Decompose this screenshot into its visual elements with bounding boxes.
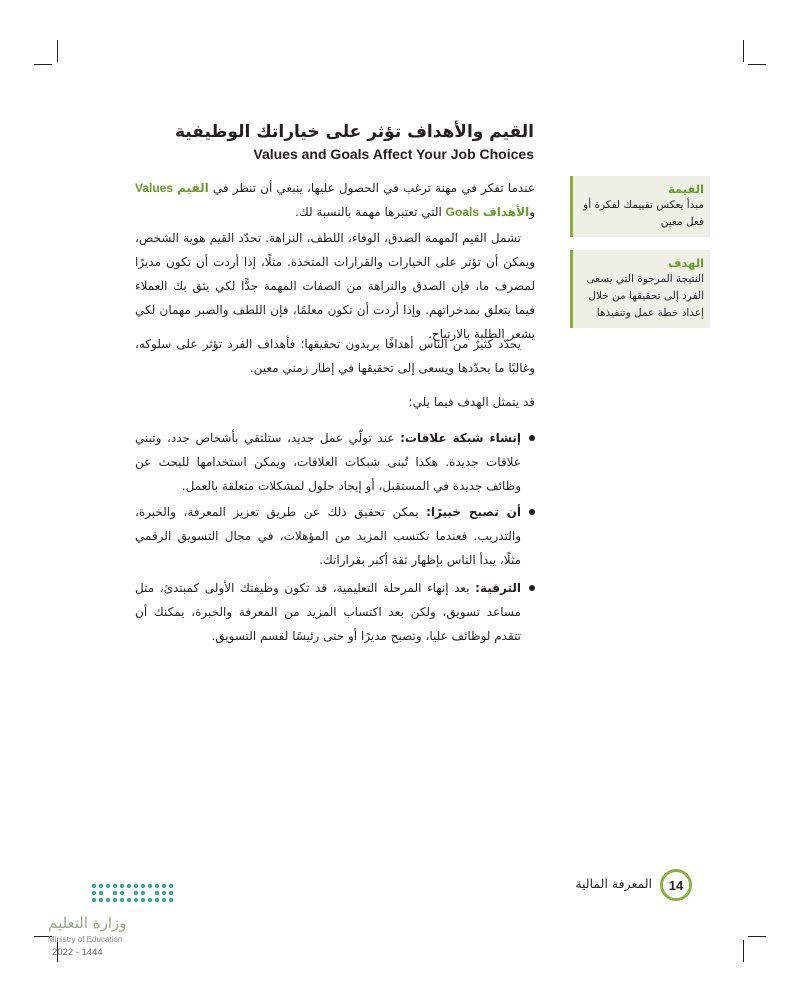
section-title-arabic: القيم والأهداف تؤثر على خياراتك الوظيفية <box>174 122 534 142</box>
crop-mark <box>34 64 52 65</box>
term-values-arabic: القيم <box>177 181 209 195</box>
definition-term: الهدف <box>668 256 704 270</box>
term-values-english: Values <box>135 181 174 195</box>
list-item <box>135 576 535 648</box>
definition-box-value <box>570 176 710 237</box>
ministry-name-arabic: وزارة التعليم <box>48 914 127 932</box>
list-item-text: عند تولّي عمل جديد، ستلتقي بأشخاص جدد، وتبني علاقات جديدة. هكذا تُبنى شبكات العلاقات، ويمكن استخدامها للبحث عن وظائف جديدة في المستقبل، أو إيجاد حلول لمشكلات متعلقة بالعمل. <box>135 431 521 493</box>
list-item-text: بعد إنهاء المرحلة التعليمية، قد تكون وظيفتك الأولى كمبتدئ، مثل مساعد تسويق، ولكن بعد اكتساب المزيد من المعرفة والخبرة، يمكنك أن تتقدم لوظائف عليا، وتصبح مديرًا أو حتى رئيسًا لقسم التسويق. <box>135 581 521 643</box>
bullet-dot <box>529 585 535 591</box>
crop-mark <box>743 40 744 62</box>
bullet-dot <box>529 435 535 441</box>
book-title: المعرفة المالية <box>575 876 652 891</box>
definition-term: القيمة <box>668 182 704 196</box>
list-item-text: يمكن تحقيق ذلك عن طريق تعزيز المعرفة، والخبرة، والتدريب. فعندما تكتسب المزيد من المؤهلات، في مجال التسويق الرقمي مثلًا، يبدأ الناس بإظهار ثقة أكبر بقراراتك. <box>135 505 521 567</box>
list-item <box>135 426 535 498</box>
ministry-logo-icon <box>48 880 178 912</box>
list-item-title: أن تصبح خبيرًا: <box>426 505 521 519</box>
intro-paragraph: عندما تفكر في مهنة ترغب في الحصول عليها، ينبغي أن تنظر في القيم Values والأهداف Goals التي تعتبرها مهمة بالنسبة لك. <box>135 181 535 219</box>
crop-mark <box>57 40 58 62</box>
term-goals-english: Goals <box>445 205 480 219</box>
page-number: 14 <box>660 869 692 901</box>
edition-year: 2022 - 1444 <box>52 947 103 958</box>
crop-mark <box>748 64 766 65</box>
values-paragraph: تشمل القيم المهمة الصدق، الوفاء، اللطف، النزاهة. تحدّد القيم هوية الشخص، ويمكن أن تؤثر على الخيارات والقرارات المتخذة. مثلًا، إذا أردت أن تكون مديرًا لمصرف ما، فإن الصدق والنزاهة من الصفات المهمة جدًّا لكي يثق بك العملاء فيما يتعلق بمدخراتهم. وإذا أردت أن تكون معلمًا، فإن اللطف والصبر مهمان لكي يشعر الطلبة بالارتياح. <box>135 231 535 341</box>
bullet-dot <box>529 509 535 515</box>
definition-text: مبدأ يعكس تقييمك لفكرة أو فعل معين <box>583 199 704 228</box>
list-item <box>135 500 535 572</box>
term-goals-arabic: الأهداف <box>482 205 530 219</box>
goal-list-intro: قد يتمثل الهدف فيما يلي: <box>408 395 535 409</box>
section-title-english: Values and Goals Affect Your Job Choices <box>253 146 534 162</box>
list-item-title: إنشاء شبكة علاقات: <box>400 431 522 445</box>
goals-paragraph: يحدّد كثيرٌ من الناس أهدافًا يريدون تحقيقها؛ فأهداف الفرد تؤثر على سلوكه، وغالبًا ما يحدّدها ويسعى إلى تحقيقها في إطار زمني معين. <box>135 337 535 375</box>
definition-text: النتيجة المرجوة التي يسعى الفرد إلى تحقيقها من خلال إعداد خطة عمل وتنفيذها <box>586 273 704 319</box>
crop-mark <box>748 936 766 937</box>
crop-mark <box>743 940 744 962</box>
list-item-title: الترقية: <box>475 581 521 595</box>
ministry-name-english: Ministry of Education <box>48 935 123 944</box>
definition-box-goal <box>570 250 710 328</box>
